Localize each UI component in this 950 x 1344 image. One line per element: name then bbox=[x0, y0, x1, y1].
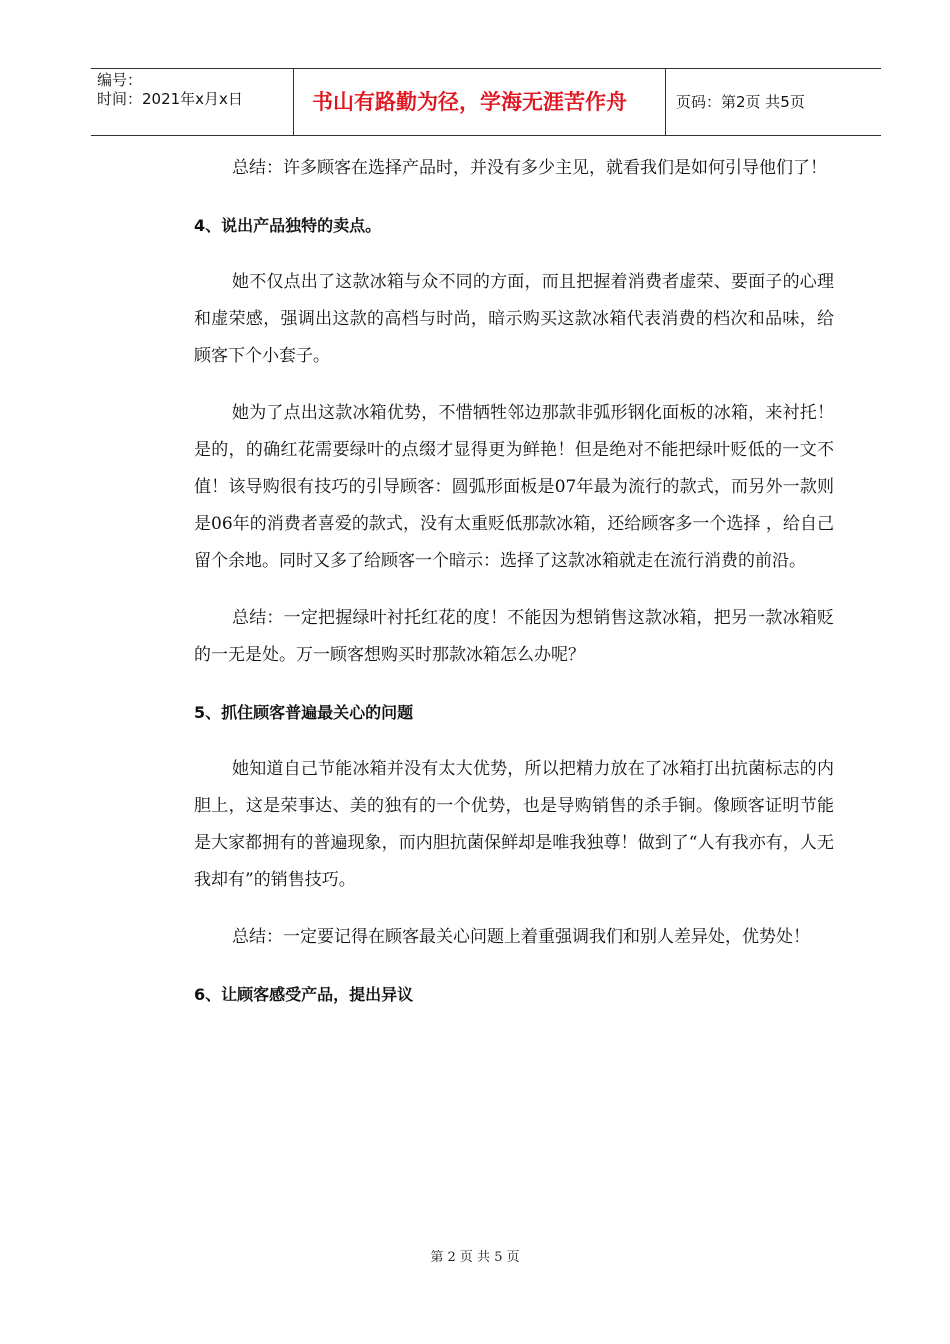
time-label: 时间：2021年x月x日 bbox=[97, 90, 243, 108]
section-heading-4: 4、说出产品独特的卖点。 bbox=[194, 216, 382, 235]
header-page-info: 页码：第2页 共5页 bbox=[676, 93, 805, 111]
body-paragraph-5: 她知道自己节能冰箱并没有太大优势，所以把精力放在了冰箱打出抗菌标志的内胆上，这是荣事达、美的独有的一个优势，也是导购销售的杀手锏。像顾客证明节能是大家都拥有的普遍现象，而内胆抗菌保鲜却是唯我独尊！做到了“人有我亦有，人无我却有”的销售技巧。 bbox=[194, 759, 834, 890]
body-paragraph-2: 她不仅点出了这款冰箱与众不同的方面，而且把握着消费者虚荣、要面子的心理和虚荣感，强调出这款的高档与时尚，暗示购买这款冰箱代表消费的档次和品味，给顾客下个小套子。 bbox=[194, 272, 834, 366]
summary-paragraph-4: 总结：一定把握绿叶衬托红花的度！不能因为想销售这款冰箱，把另一款冰箱贬的一无是处。万一顾客想购买时那款冰箱怎么办呢？ bbox=[194, 608, 834, 665]
document-body bbox=[194, 150, 834, 1013]
header-meta bbox=[91, 69, 293, 135]
document-header bbox=[91, 68, 881, 136]
summary-paragraph-1: 总结：许多顾客在选择产品时，并没有多少主见，就看我们是如何引导他们了！ bbox=[232, 158, 827, 178]
header-motto: 书山有路勤为径，学海无涯苦作舟 bbox=[293, 69, 666, 135]
body-paragraph-3: 她为了点出这款冰箱优势，不惜牺牲邻边那款非弧形钢化面板的冰箱，来衬托！是的，的确红花需要绿叶的点缀才显得更为鲜艳！但是绝对不能把绿叶贬低的一文不值！该导购很有技巧的引导顾客：圆弧形面板是07年最为流行的款式，而另外一款则是06年的消费者喜爱的款式，没有太重贬低那款冰箱，还给顾客多一个选择 ，给自己留个余地。同时又多了给顾客一个暗示：选择了这款冰箱就走在流行消费的前沿。 bbox=[194, 403, 834, 571]
page-footer: 第 2 页 共 5 页 bbox=[430, 1250, 520, 1265]
section-heading-5: 5、抓住顾客普遍最关心的问题 bbox=[194, 703, 414, 722]
section-heading-6: 6、让顾客感受产品，提出异议 bbox=[194, 985, 414, 1004]
serial-label: 编号： bbox=[97, 71, 143, 89]
summary-paragraph-6: 总结：一定要记得在顾客最关心问题上着重强调我们和别人差异处，优势处！ bbox=[232, 927, 810, 947]
